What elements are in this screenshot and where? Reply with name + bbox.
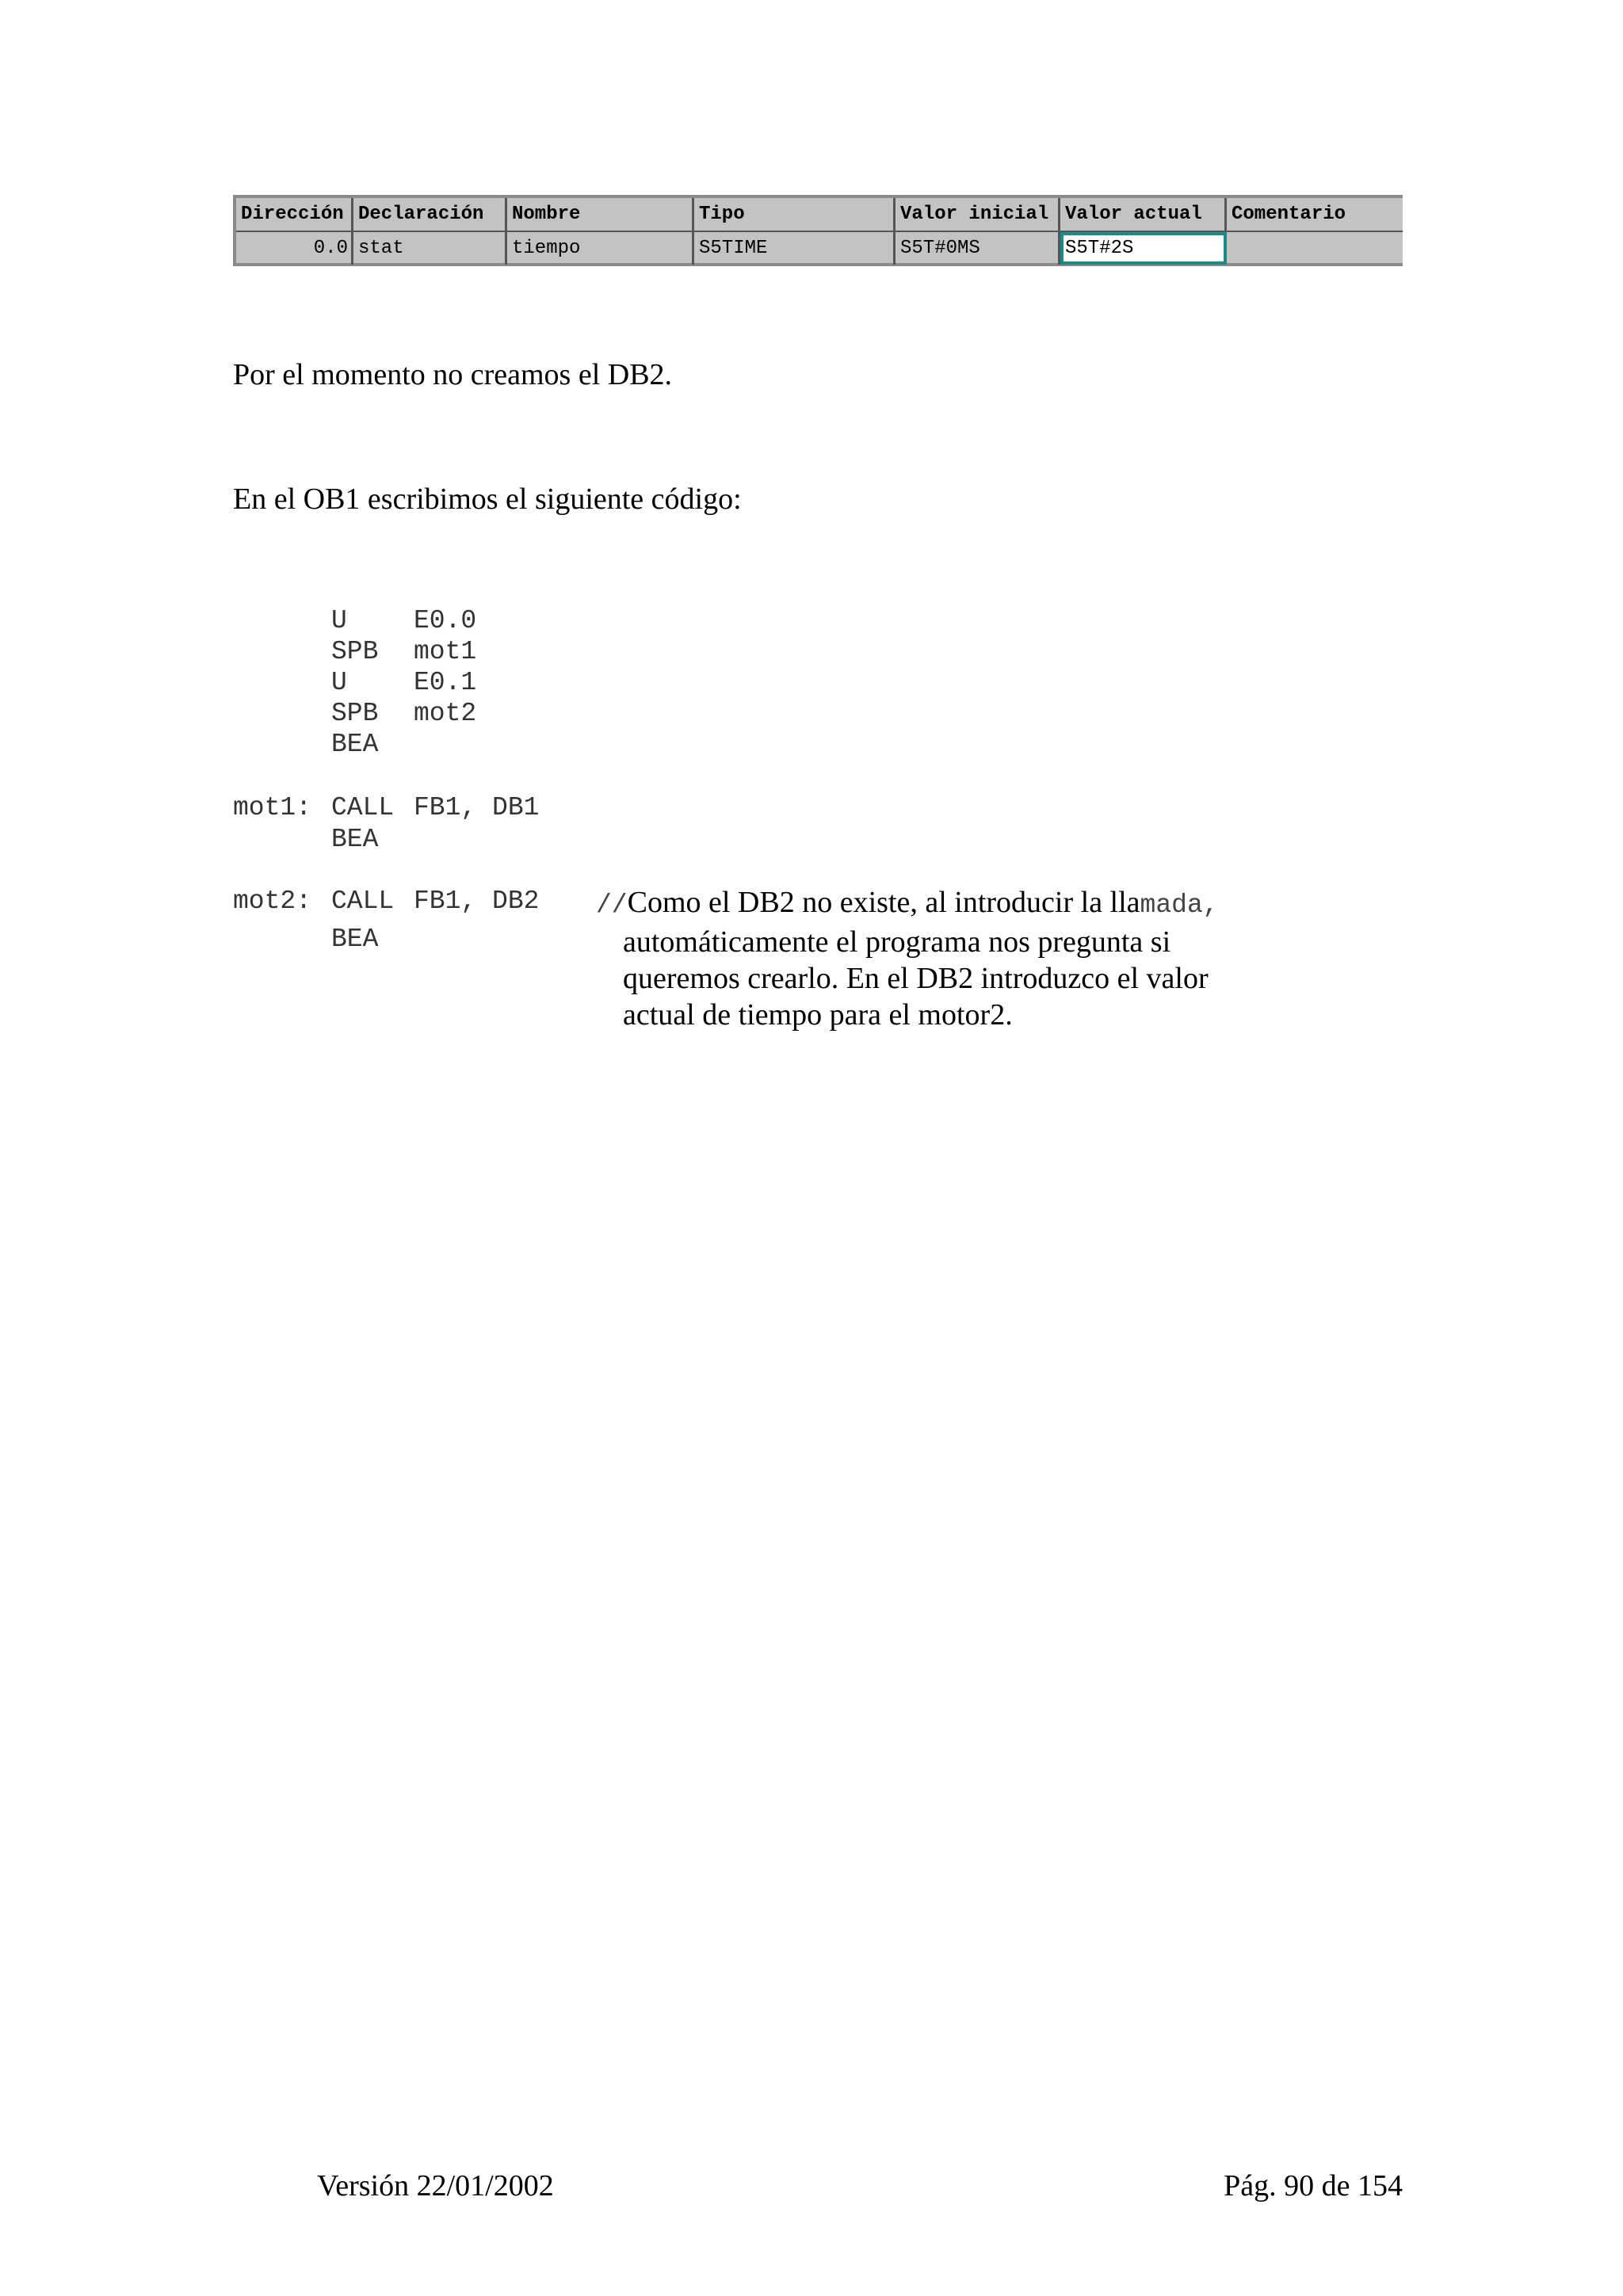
code-op: CALL xyxy=(331,887,395,916)
cell-direccion: 0.0 xyxy=(236,232,353,265)
paragraph-ob1-intro: En el OB1 escribimos el siguiente código: xyxy=(233,482,742,516)
code-arg: FB1, DB2 xyxy=(414,887,540,916)
footer-version: Versión 22/01/2002 xyxy=(317,2169,554,2203)
cell-valor-actual-input[interactable]: S5T#2S xyxy=(1060,232,1227,265)
code-arg: FB1, DB1 xyxy=(414,793,540,822)
code-arg: mot1 xyxy=(414,637,477,666)
code-op: CALL xyxy=(331,793,395,822)
comment-text-mono: mada, xyxy=(1140,891,1219,920)
header-valor-actual: Valor actual xyxy=(1060,198,1227,231)
comment-line-3: queremos crearlo. En el DB2 introduzco el valor xyxy=(623,962,1209,995)
comment-line-1 xyxy=(596,884,1309,924)
code-op: BEA xyxy=(331,925,379,954)
code-op: U xyxy=(331,606,347,635)
table-header-row xyxy=(236,198,1403,232)
header-valor-inicial: Valor inicial xyxy=(896,198,1060,231)
comment-line-4: actual de tiempo para el motor2. xyxy=(623,998,1013,1032)
code-arg: mot2 xyxy=(414,699,477,728)
cell-declaracion: stat xyxy=(353,232,507,265)
cell-valor-inicial: S5T#0MS xyxy=(896,232,1060,265)
header-nombre: Nombre xyxy=(507,198,694,231)
cell-nombre: tiempo xyxy=(507,232,694,265)
code-op: U xyxy=(331,668,347,697)
header-comentario: Comentario xyxy=(1232,204,1346,225)
comment-text-serif: Como el DB2 no existe, al introducir la lla xyxy=(627,886,1140,919)
code-op: SPB xyxy=(331,699,379,728)
code-comment xyxy=(596,884,1309,1033)
cell-tipo: S5TIME xyxy=(694,232,896,265)
code-op: BEA xyxy=(331,825,379,854)
code-op: BEA xyxy=(331,730,379,759)
code-arg: E0.1 xyxy=(414,668,477,697)
header-declaracion: Declaración xyxy=(353,198,507,231)
table-row xyxy=(236,232,1403,265)
db-declaration-table xyxy=(233,195,1403,266)
comment-slashes: // xyxy=(596,891,628,920)
paragraph-db2-note: Por el momento no creamos el DB2. xyxy=(233,358,673,391)
comment-line-2: automáticamente el programa nos pregunta si xyxy=(623,925,1171,959)
header-direccion: Dirección xyxy=(236,198,353,231)
code-arg: E0.0 xyxy=(414,606,477,635)
footer-page-number: Pág. 90 de 154 xyxy=(1224,2169,1403,2203)
header-tipo: Tipo xyxy=(694,198,896,231)
code-label: mot1: xyxy=(233,793,312,822)
code-op: SPB xyxy=(331,637,379,666)
code-label: mot2: xyxy=(233,887,312,916)
cell-comentario[interactable] xyxy=(1227,232,1403,265)
